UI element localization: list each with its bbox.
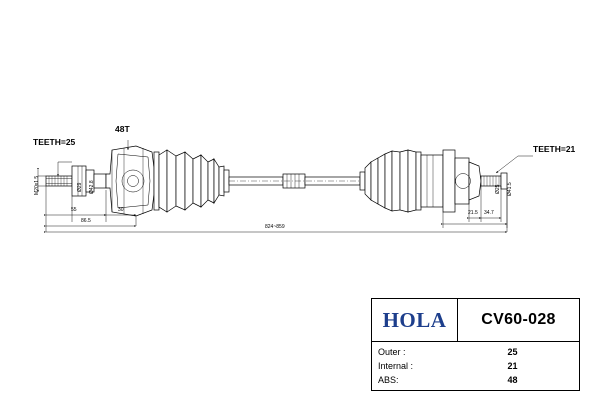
label-right-dim-a: Ø25 <box>495 184 501 194</box>
label-teeth-left: TEETH=25 <box>33 137 76 147</box>
spec-label-internal: Internal : <box>378 361 414 371</box>
dim-34-7: 34.7 <box>484 210 494 216</box>
axle-geometry <box>46 146 507 216</box>
part-code: CV60-028 <box>481 311 556 328</box>
spec-value-abs: 48 <box>507 375 518 385</box>
label-teeth-right: TEETH=21 <box>533 144 576 154</box>
spec-value-internal: 21 <box>507 361 518 371</box>
spec-list <box>372 342 579 387</box>
title-block <box>371 298 580 391</box>
label-abs-ring: 48T <box>115 124 130 134</box>
spec-row-outer <box>372 345 579 359</box>
spec-row-abs <box>372 373 579 387</box>
label-left-thread: M20x1.5 <box>34 175 40 195</box>
brand-cell <box>372 299 458 341</box>
title-block-header <box>372 299 579 342</box>
label-right-dim-b: Ø41.5 <box>507 182 513 196</box>
dim-21-5: 21.5 <box>468 210 478 216</box>
spec-value-outer: 25 <box>507 347 518 357</box>
label-left-dim-b: Ø42.8 <box>89 180 95 194</box>
dim-total-length: 824~859 <box>265 224 285 230</box>
dim-86-5: 86.5 <box>81 218 91 224</box>
label-left-dim-a: Ø29 <box>77 182 83 192</box>
spec-label-outer: Outer : <box>378 347 406 357</box>
dim-30: 30 <box>118 207 124 213</box>
brand-logo: HOLA <box>382 307 447 332</box>
spec-label-abs: ABS: <box>378 375 399 385</box>
spec-row-internal <box>372 359 579 373</box>
dim-55: 55 <box>71 207 77 213</box>
